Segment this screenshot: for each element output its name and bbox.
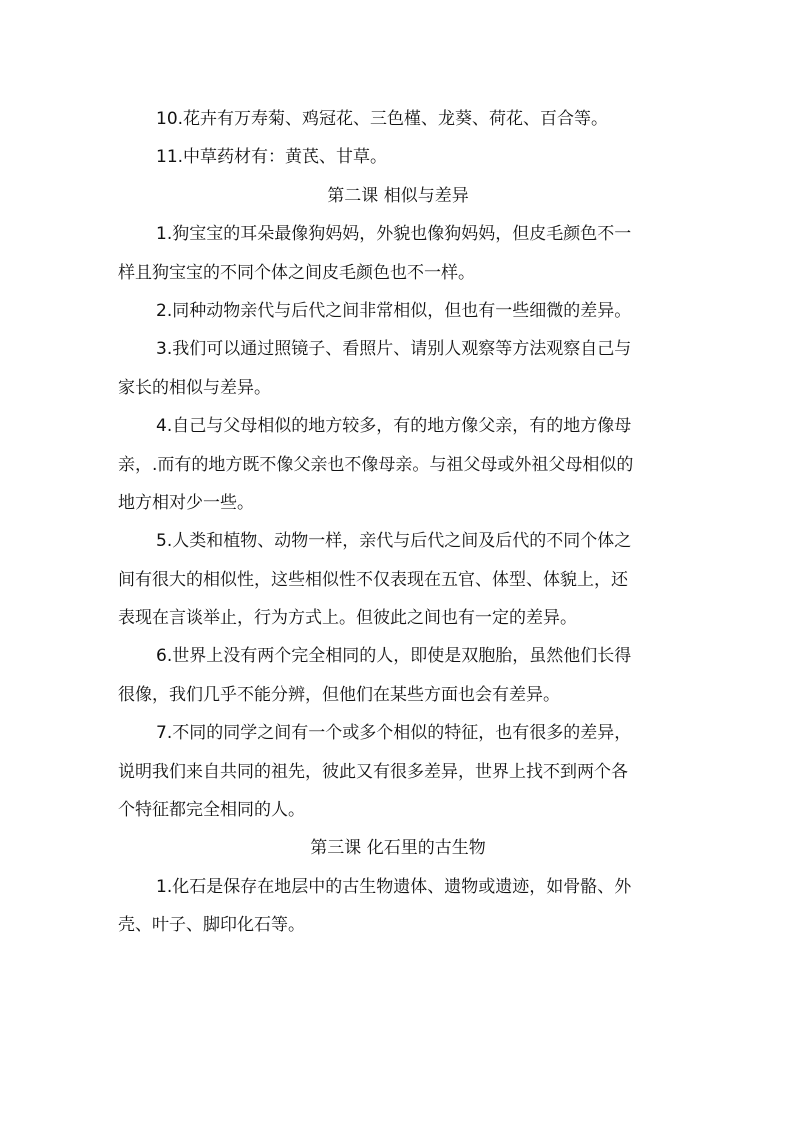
lesson2-item-7-line1: 7.不同的同学之间有一个或多个相似的特征，也有很多的差异， <box>156 723 632 744</box>
lesson2-item-2: 2.同种动物亲代与后代之间非常相似，但也有一些细微的差异。 <box>156 300 632 321</box>
lesson2-item-7-line2: 说明我们来自共同的祖先，彼此又有很多差异，世界上找不到两个各 <box>118 761 628 782</box>
lesson3-item-1-line1: 1.化石是保存在地层中的古生物遗体、遗物或遗迹，如骨骼、外 <box>156 876 632 897</box>
lesson2-item-4-line2: 亲，.而有的地方既不像父亲也不像母亲。与祖父母或外祖父母相似的 <box>118 454 634 475</box>
lesson2-item-5-line2: 间有很大的相似性，这些相似性不仅表现在五官、体型、体貌上，还 <box>118 569 628 590</box>
item-11: 11.中草药材有：黄芪、甘草。 <box>156 147 388 168</box>
lesson2-item-4-line3: 地方相对少一些。 <box>118 492 254 513</box>
lesson2-heading: 第二课 相似与差异 <box>327 185 469 206</box>
lesson2-item-6-line1: 6.世界上没有两个完全相同的人，即使是双胞胎，虽然他们长得 <box>156 646 632 667</box>
lesson2-item-6-line2: 很像，我们几乎不能分辨，但他们在某些方面也会有差异。 <box>118 684 560 705</box>
lesson3-heading: 第三课 化石里的古生物 <box>310 838 486 859</box>
item-10: 10.花卉有万寿菊、鸡冠花、三色槿、龙葵、荷花、百合等。 <box>156 109 609 129</box>
lesson2-item-5-line1: 5.人类和植物、动物一样，亲代与后代之间及后代的不同个体之 <box>156 531 632 552</box>
lesson2-item-1-line2: 样且狗宝宝的不同个体之间皮毛颜色也不一样。 <box>118 262 475 283</box>
document-body <box>118 100 678 945</box>
lesson2-item-4-line1: 4.自己与父母相似的地方较多，有的地方像父亲，有的地方像母 <box>156 416 632 437</box>
lesson2-item-3-line2: 家长的相似与差异。 <box>118 377 271 398</box>
lesson2-item-3-line1: 3.我们可以通过照镜子、看照片、请别人观察等方法观察自己与 <box>156 339 632 360</box>
lesson3-item-1-line2: 壳、叶子、脚印化石等。 <box>118 915 305 936</box>
lesson2-item-7-line3: 个特征都完全相同的人。 <box>118 800 305 821</box>
lesson2-item-1-line1: 1.狗宝宝的耳朵最像狗妈妈，外貌也像狗妈妈，但皮毛颜色不一 <box>156 224 632 245</box>
lesson2-item-5-line3: 表现在言谈举止，行为方式上。但彼此之间也有一定的差异。 <box>118 608 577 629</box>
